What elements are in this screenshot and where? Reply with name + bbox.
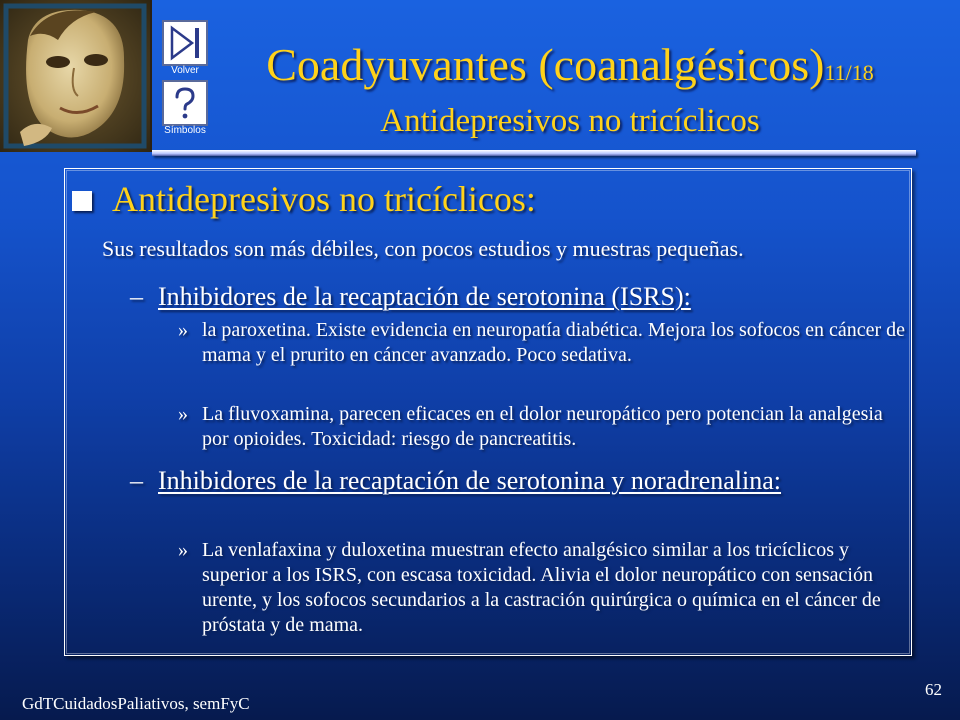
content-heading: Antidepresivos no tricíclicos: xyxy=(112,179,536,219)
simbolos-button[interactable] xyxy=(162,80,208,126)
volver-button[interactable] xyxy=(162,20,208,66)
dash-marker: – xyxy=(130,466,143,495)
section-title: Inhibidores de la recaptación de serotonina y noradrenalina: xyxy=(158,466,782,495)
section-title: Inhibidores de la recaptación de serotonina (ISRS): xyxy=(158,282,691,311)
page-number: 62 xyxy=(925,680,942,699)
list-item-text: La fluvoxamina, parecen eficaces en el dolor neuropático pero potencian la analgesia por opioides. Toxicidad: riesgo de pancreatitis. xyxy=(202,403,883,450)
guillemet-marker: » xyxy=(178,403,188,425)
guillemet-marker: » xyxy=(178,539,188,561)
simbolos-label: Símbolos xyxy=(164,125,206,136)
footer-credit: GdTCuidadosPaliativos, semFyC xyxy=(22,694,250,713)
guillemet-marker: » xyxy=(178,319,188,341)
section-heading xyxy=(130,466,900,495)
list-item-text: La venlafaxina y duloxetina muestran efecto analgésico similar a los tricíclicos y superior a los ISRS, con escasa toxicidad. Alivia el dolor neuropático con sensación urente, y los sofocos secundarios a la castración quirúrgica o química en el cáncer de próstata y de mama. xyxy=(202,539,881,636)
question-mark-icon xyxy=(166,84,204,122)
square-bullet-icon xyxy=(72,191,92,211)
list-item-text: la paroxetina. Existe evidencia en neuropatía diabética. Mejora los sofocos en cáncer de mama y el prurito en cáncer avanzado. Poco sedativa. xyxy=(202,319,906,366)
slide-counter: 11/18 xyxy=(824,60,874,85)
intro-text: Sus resultados son más débiles, con pocos estudios y muestras pequeñas. xyxy=(102,236,744,261)
slide-title xyxy=(220,40,920,98)
list-item xyxy=(178,318,908,368)
title-divider xyxy=(152,150,916,156)
main-bullet xyxy=(72,178,536,220)
portrait-image xyxy=(0,0,152,152)
slide-header xyxy=(220,40,920,140)
list-item xyxy=(178,538,908,638)
play-back-icon xyxy=(166,24,204,62)
slide-title-text: Coadyuvantes (coanalgésicos) xyxy=(266,39,825,90)
dash-marker: – xyxy=(130,282,143,311)
volver-label: Volver xyxy=(171,65,199,76)
list-item xyxy=(178,402,908,452)
slide-subtitle: Antidepresivos no tricíclicos xyxy=(380,103,760,139)
section-heading xyxy=(130,282,900,311)
